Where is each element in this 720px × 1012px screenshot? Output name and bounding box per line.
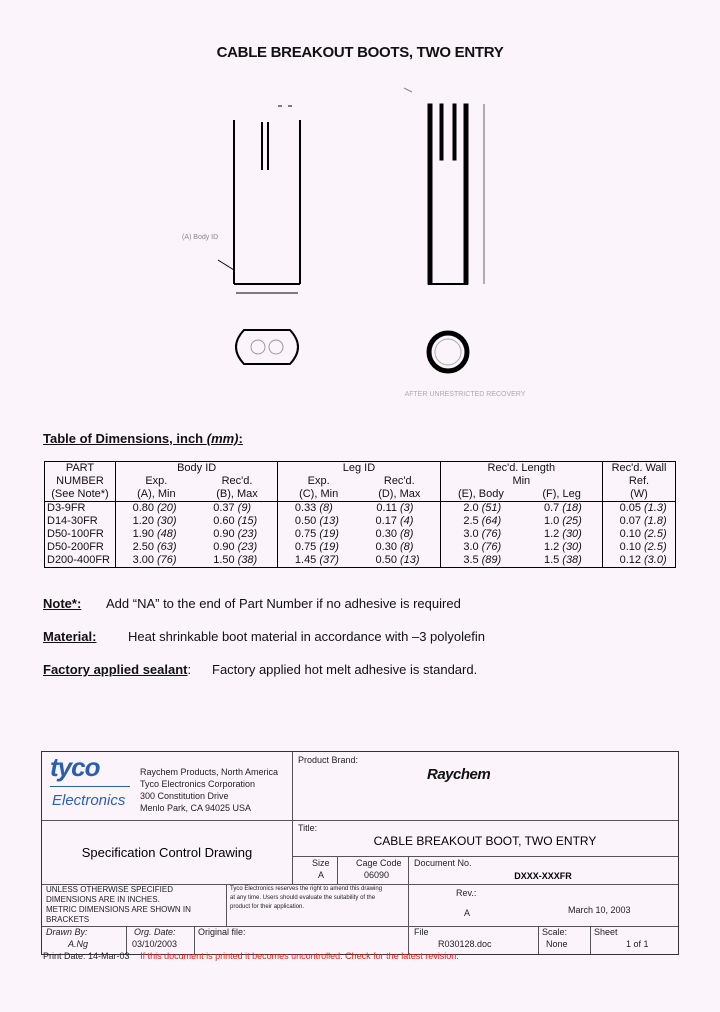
body-id-label: (A) Body ID	[182, 234, 219, 241]
raychem-logo: Raychem	[427, 766, 491, 783]
tyco-logo: tyco	[50, 752, 100, 782]
table-row: D200-400FR 3.00 (76) 1.50 (38) 1.45 (37) 0.50 (13) 3.5 (89) 1.5 (38) 0.12 (3.0)	[45, 554, 676, 568]
expanded-boot-end-view	[236, 330, 298, 364]
note-line: Note*: Add “NA” to the end of Part Number if no adhesive is required	[43, 596, 461, 611]
page-title: CABLE BREAKOUT BOOTS, TWO ENTRY	[216, 44, 504, 61]
sealant-line: Factory applied sealant: Factory applied hot melt adhesive is standard.	[43, 662, 478, 677]
footer: Print Date: 14-Mar-03 If this document is printed it becomes uncontrolled. Check for the latest revision.	[43, 951, 459, 961]
recovered-boot-end-view	[429, 333, 467, 371]
table-row: D50-200FR 2.50 (63) 0.90 (23) 0.75 (19) 0.30 (8) 3.0 (76) 1.2 (30) 0.10 (2.5)	[45, 541, 676, 554]
part-header: PART	[45, 462, 116, 476]
title-block: tyco Electronics Raychem Products, North America Tyco Electronics Corporation 300 Constitution Drive Menlo Park, CA 94025 USA Product Brand: Raychem Title: CABLE BREAKOUT BOOT, TWO ENTRY Specification Control Drawing Size A Cage Code 06090 Document No. DXXX-XXXFR UNLESS OTHERWISE SPECIFIED DIMENSIONS ARE IN INCHES. METRIC DIMENSIONS ARE SHOWN IN BRACKETS Tyco Electronics reserves the right to amend this drawing at any time. Users should evaluate the suitability of the product for their application. Rev.: A March 10, 2003 Drawn By: A.Ng Org. Date: 03/10/2003 Original file: File R030128.doc Scale: None Sheet 1 of 1	[41, 751, 679, 955]
table-heading: Table of Dimensions, inch (mm):	[43, 431, 243, 446]
table-row: D14-30FR 1.20 (30) 0.60 (15) 0.50 (13) 0.17 (4) 2.5 (64) 1.0 (25) 0.07 (1.8)	[45, 515, 676, 528]
recovery-caption: AFTER UNRESTRICTED RECOVERY	[404, 391, 526, 398]
table-row: D3-9FR 0.80 (20) 0.37 (9) 0.33 (8) 0.11 (3) 2.0 (51) 0.7 (18) 0.05 (1.3)	[45, 502, 676, 516]
recovered-boot-side-view	[404, 88, 484, 284]
material-line: Material: Heat shrinkable boot material in accordance with –3 polyolefin	[43, 629, 485, 644]
electronics-logo: Electronics	[52, 792, 126, 809]
expanded-boot-side-view	[218, 106, 300, 293]
boot-drawing	[0, 0, 720, 420]
table-row: D50-100FR 1.90 (48) 0.90 (23) 0.75 (19) 0.30 (8) 3.0 (76) 1.2 (30) 0.10 (2.5)	[45, 528, 676, 541]
dimensions-table: PART Body ID Leg ID Rec'd. Length Rec'd. Wall NUMBER Exp. Rec'd. Exp. Rec'd. Min Ref. (See Note*) (A), Min (B), Max (C), Min (D), Max (E), Body (F), Leg (W) D3-9FR 0.80 (20) 0.37 (9) 0.33 (8) 0.11 (3) 2.0 (51) 0.7 (18) 0.05 (1.3) D14-30FR 1.20 (30) 0.60 (15) 0.50 (13) 0.17 (4) 2.5 (64) 1.0 (25) 0.07 (1.8) D50-100FR 1.90 (48) 0.90 (23) 0.75 (19) 0.30 (8) 3.0 (76) 1.2 (30) 0.10 (2.5) D50-200FR 2.50 (63) 0.90 (23) 0.75 (19) 0.30 (8) 3.0 (76) 1.2 (30) 0.10 (2.5) D200-400FR 3.00 (76) 1.50 (38) 1.45 (37) 0.50 (13) 3.5 (89) 1.5 (38) 0.12 (3.0)	[44, 461, 676, 568]
